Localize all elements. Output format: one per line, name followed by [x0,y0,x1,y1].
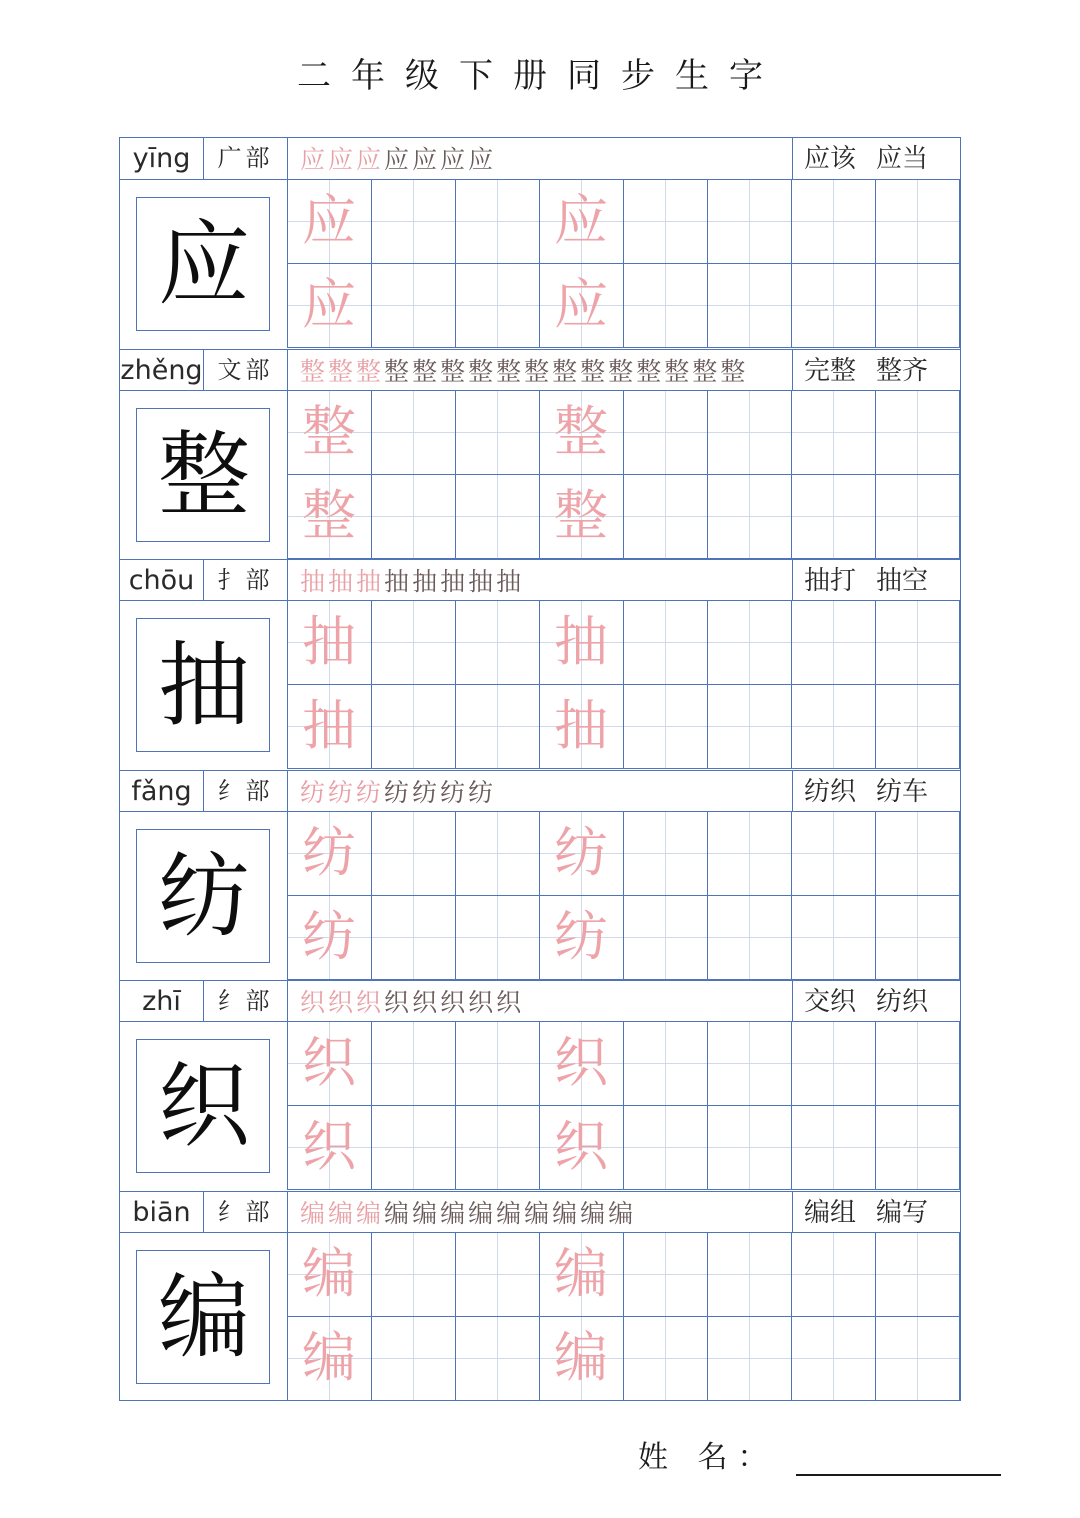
stroke-step: 应 [440,145,466,174]
word-examples [804,350,948,391]
writing-cell[interactable] [456,1022,540,1106]
model-character-box [136,197,270,331]
trace-character: 抽 [554,610,608,673]
writing-cell[interactable] [288,1022,372,1106]
stroke-step: 整 [468,356,494,386]
writing-cell[interactable] [708,685,792,769]
word-examples [804,771,948,812]
writing-cell[interactable] [540,1233,624,1317]
writing-cell[interactable] [876,1022,960,1106]
writing-cell[interactable] [540,1022,624,1106]
writing-cell[interactable] [708,812,792,896]
writing-cell[interactable] [624,475,708,559]
trace-character: 织 [554,1031,608,1094]
writing-cell[interactable] [876,685,960,769]
word-examples [804,981,948,1022]
character-header-row [120,980,960,1022]
stroke-step: 整 [524,356,550,386]
stroke-step: 整 [440,356,466,386]
example-word: 纺车 [876,776,929,807]
header-divider [792,138,793,179]
header-divider [792,1192,793,1233]
stroke-step: 抽 [384,567,410,596]
model-character-column [120,1233,288,1401]
writing-cell[interactable] [456,180,540,264]
stroke-step: 织 [384,988,410,1017]
writing-cell[interactable] [456,1317,540,1401]
writing-cell[interactable] [624,1106,708,1190]
writing-cell[interactable] [708,896,792,980]
trace-character: 纺 [302,904,356,968]
model-character-column [120,1022,288,1190]
model-character: 整 [157,421,250,529]
writing-cell[interactable] [708,601,792,685]
pinyin-label: chōu [120,560,204,601]
stroke-step: 编 [468,1198,494,1228]
stroke-step: 编 [496,1198,522,1228]
writing-cell[interactable] [372,1022,456,1106]
writing-cell[interactable] [372,475,456,559]
stroke-step: 织 [328,988,354,1017]
trace-character: 编 [302,1241,356,1305]
model-character: 编 [157,1263,250,1371]
writing-cell[interactable] [708,1233,792,1317]
writing-cell[interactable] [624,1233,708,1317]
stroke-step: 整 [300,356,326,386]
stroke-step: 应 [468,145,494,174]
stroke-order [300,138,496,179]
writing-cell[interactable] [372,264,456,348]
stroke-step: 应 [384,145,410,174]
writing-cell[interactable] [792,1317,876,1401]
stroke-step: 编 [440,1198,466,1228]
writing-cell[interactable] [288,812,372,896]
model-character-column [120,601,288,769]
model-character: 织 [157,1053,250,1160]
writing-cell[interactable] [876,896,960,980]
writing-cell[interactable] [708,1106,792,1190]
stroke-step: 整 [496,356,522,386]
writing-cell[interactable] [372,1317,456,1401]
stroke-step: 纺 [300,777,326,807]
stroke-step: 纺 [356,777,382,807]
example-word: 应当 [876,144,929,174]
writing-cell[interactable] [624,180,708,264]
radical-label: 扌部 [204,560,288,601]
stroke-step: 织 [412,988,438,1017]
character-block [120,349,962,560]
writing-cell[interactable] [540,685,624,769]
trace-character: 抽 [302,610,356,673]
writing-cell[interactable] [288,264,372,348]
writing-cell[interactable] [540,391,624,475]
writing-cell[interactable] [456,391,540,475]
stroke-step: 纺 [412,777,438,807]
writing-cell[interactable] [792,601,876,685]
writing-cell[interactable] [288,180,372,264]
trace-character: 织 [554,1115,608,1178]
stroke-order [300,1192,636,1233]
writing-cell[interactable] [288,475,372,559]
trace-character: 应 [302,189,356,252]
writing-cell[interactable] [540,264,624,348]
writing-cell[interactable] [876,1233,960,1317]
stroke-step: 应 [412,145,438,174]
stroke-step: 编 [580,1198,606,1228]
stroke-step: 编 [300,1198,326,1228]
stroke-order [300,560,524,601]
writing-cell[interactable] [372,812,456,896]
character-header-row [120,138,960,180]
pinyin-label: yīng [120,138,204,179]
model-character-column [120,180,288,348]
writing-cell[interactable] [876,1106,960,1190]
model-character-column [120,391,288,559]
stroke-step: 编 [356,1198,382,1228]
writing-cell[interactable] [288,685,372,769]
writing-cell[interactable] [792,812,876,896]
writing-cell[interactable] [624,1317,708,1401]
stroke-step: 纺 [328,777,354,807]
writing-cell[interactable] [792,391,876,475]
writing-cell[interactable] [876,601,960,685]
example-word: 交织 [804,987,857,1017]
writing-cell[interactable] [372,1233,456,1317]
trace-character: 抽 [554,694,608,757]
stroke-step: 整 [692,356,718,386]
writing-cell[interactable] [372,896,456,980]
stroke-order [300,350,748,391]
pinyin-label: zhī [120,981,204,1022]
stroke-step: 抽 [412,567,438,596]
stroke-step: 整 [552,356,578,386]
stroke-step: 织 [468,988,494,1017]
character-block [120,138,962,349]
writing-cell[interactable] [456,812,540,896]
trace-character: 应 [554,189,608,252]
trace-character: 编 [554,1325,608,1389]
stroke-step: 编 [608,1198,634,1228]
writing-cell[interactable] [792,1022,876,1106]
writing-cell[interactable] [456,1106,540,1190]
writing-cell[interactable] [876,812,960,896]
writing-cell[interactable] [456,475,540,559]
character-block [120,1191,962,1402]
writing-cell[interactable] [288,1106,372,1190]
stroke-order [300,981,524,1022]
writing-cell[interactable] [540,601,624,685]
writing-cell[interactable] [288,1317,372,1401]
writing-cell[interactable] [876,180,960,264]
writing-cell[interactable] [876,391,960,475]
writing-cell[interactable] [540,1106,624,1190]
stroke-step: 抽 [300,567,326,596]
stroke-step: 应 [356,145,382,174]
header-divider [792,981,793,1022]
stroke-step: 整 [580,356,606,386]
writing-cell[interactable] [540,475,624,559]
writing-cell[interactable] [876,475,960,559]
writing-cell[interactable] [708,391,792,475]
stroke-step: 织 [356,988,382,1017]
trace-character: 应 [302,273,356,336]
stroke-step: 整 [720,356,746,386]
header-divider [792,560,793,601]
writing-cell[interactable] [540,896,624,980]
trace-character: 纺 [554,904,608,968]
stroke-step: 纺 [468,777,494,807]
stroke-step: 织 [440,988,466,1017]
header-divider [792,350,793,391]
writing-cell[interactable] [876,264,960,348]
stroke-step: 应 [300,145,326,174]
writing-cell[interactable] [792,1233,876,1317]
writing-cell[interactable] [372,1106,456,1190]
radical-label: 纟部 [204,771,288,812]
writing-grid [288,1022,960,1190]
trace-character: 织 [302,1031,356,1094]
writing-cell[interactable] [708,1317,792,1401]
stroke-step: 编 [524,1198,550,1228]
stroke-step: 织 [300,988,326,1017]
writing-cell[interactable] [540,180,624,264]
writing-cell[interactable] [540,1317,624,1401]
stroke-step: 抽 [356,567,382,596]
stroke-step: 纺 [384,777,410,807]
writing-cell[interactable] [708,1022,792,1106]
writing-cell[interactable] [792,685,876,769]
writing-cell[interactable] [456,601,540,685]
stroke-step: 整 [384,356,410,386]
radical-label: 广部 [204,138,288,179]
writing-cell[interactable] [456,896,540,980]
stroke-step: 整 [608,356,634,386]
model-character-box [136,829,270,963]
character-header-row [120,559,960,601]
stroke-step: 抽 [328,567,354,596]
radical-label: 文部 [204,350,288,391]
example-word: 编写 [876,1197,929,1228]
name-label: 姓 名： [638,1440,778,1475]
word-examples [804,560,948,601]
stroke-step: 整 [412,356,438,386]
character-block [120,770,962,981]
stroke-order [300,771,496,812]
writing-cell[interactable] [708,475,792,559]
example-word: 抽打 [804,566,857,596]
writing-cell[interactable] [624,812,708,896]
model-character: 抽 [157,632,250,739]
trace-character: 织 [302,1115,356,1178]
stroke-step: 抽 [496,567,522,596]
trace-character: 编 [302,1325,356,1389]
trace-character: 抽 [302,694,356,757]
radical-label: 纟部 [204,1192,288,1233]
word-examples [804,138,948,179]
stroke-step: 编 [384,1198,410,1228]
example-word: 应该 [804,144,857,174]
trace-character: 编 [554,1241,608,1305]
writing-cell[interactable] [372,685,456,769]
writing-cell[interactable] [372,391,456,475]
model-character-box [136,1039,270,1173]
model-character: 应 [157,211,250,318]
writing-cell[interactable] [624,601,708,685]
trace-character: 纺 [554,820,608,884]
writing-cell[interactable] [624,264,708,348]
model-character-box [136,618,270,752]
writing-cell[interactable] [624,896,708,980]
example-word: 整齐 [876,355,929,386]
stroke-step: 纺 [440,777,466,807]
page-title: 二年级下册同步生字 [297,56,783,96]
pinyin-label: fǎng [120,771,204,812]
example-word: 完整 [804,355,857,386]
model-character-box [136,1250,270,1384]
example-word: 抽空 [876,566,929,596]
trace-character: 整 [302,399,356,463]
character-block [120,980,962,1191]
writing-grid [288,601,960,769]
trace-character: 纺 [302,820,356,884]
writing-cell[interactable] [540,812,624,896]
stroke-step: 编 [412,1198,438,1228]
writing-grid [288,812,960,980]
writing-cell[interactable] [792,264,876,348]
writing-cell[interactable] [624,685,708,769]
trace-character: 整 [554,483,608,547]
writing-cell[interactable] [708,180,792,264]
writing-cell[interactable] [456,685,540,769]
stroke-step: 织 [496,988,522,1017]
stroke-step: 编 [328,1198,354,1228]
writing-cell[interactable] [288,391,372,475]
stroke-step: 整 [356,356,382,386]
stroke-step: 抽 [468,567,494,596]
writing-cell[interactable] [456,1233,540,1317]
trace-character: 应 [554,273,608,336]
radical-label: 纟部 [204,981,288,1022]
writing-cell[interactable] [624,1022,708,1106]
model-character-column [120,812,288,980]
practice-sheet [119,137,961,1401]
writing-cell[interactable] [624,391,708,475]
name-field[interactable] [638,1432,1001,1476]
writing-cell[interactable] [456,264,540,348]
stroke-step: 编 [552,1198,578,1228]
pinyin-label: biān [120,1192,204,1233]
stroke-step: 整 [664,356,690,386]
pinyin-label: zhěng [120,350,204,391]
example-word: 编组 [804,1197,857,1228]
character-block [120,559,962,770]
example-word: 纺织 [804,776,857,807]
model-character-box [136,408,270,542]
writing-cell[interactable] [372,601,456,685]
stroke-step: 整 [328,356,354,386]
trace-character: 整 [554,399,608,463]
writing-cell[interactable] [708,264,792,348]
writing-grid [288,391,960,559]
writing-cell[interactable] [792,180,876,264]
stroke-step: 整 [636,356,662,386]
writing-cell[interactable] [876,1317,960,1401]
character-header-row [120,1191,960,1233]
writing-cell[interactable] [288,601,372,685]
writing-cell[interactable] [792,1106,876,1190]
writing-cell[interactable] [792,896,876,980]
header-divider [792,771,793,812]
trace-character: 整 [302,483,356,547]
name-blank-line[interactable] [796,1440,1001,1476]
stroke-step: 抽 [440,567,466,596]
model-character: 纺 [157,842,250,950]
stroke-step: 应 [328,145,354,174]
character-header-row [120,770,960,812]
writing-cell[interactable] [372,180,456,264]
writing-grid [288,180,960,348]
writing-cell[interactable] [288,1233,372,1317]
writing-cell[interactable] [792,475,876,559]
writing-cell[interactable] [288,896,372,980]
writing-grid [288,1233,960,1401]
example-word: 纺织 [876,987,929,1017]
character-header-row [120,349,960,391]
word-examples [804,1192,948,1233]
